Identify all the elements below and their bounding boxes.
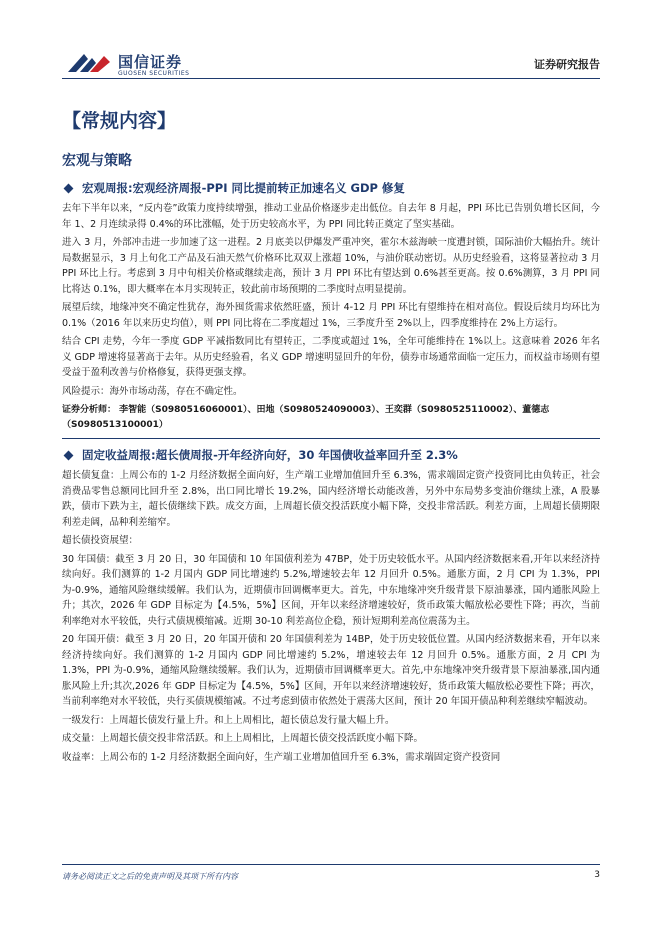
disclaimer-text: 请务必阅读正文之后的免责声明及其项下所有内容 (62, 872, 238, 881)
section-title: 【常规内容】 (62, 110, 177, 132)
paragraph: 20 年国开债：截至 3 月 20 日，20 年国开债和 20 年国债利差为 14BP，处于历史较低位置。从国内经济数据来看，开年以来经济持续向好。我们测算的 1-2 月国内 GDP 同比增速约 5.2%，增速较去年 12 月回升 0.5%。通胀方面，2 月 CPI 为 1.3%，PPI 为-0.9%，通缩风险继续缓解。我们认为，近期债市回调概率更大。首先,中东地缘冲突升级背景下原油暴涨,国内通胀风险上升;其次,2026 年 GDP 目标定为【4.5%，5%】区间，开年以来经济增速较好，货币政策大幅放松必要性下降；再次，当前利率绝对水平较低，央行买债规模缩减。不过考虑到债市依然处于震荡大区间，预计 20 年国开债品种利差继续窄幅波动。 (62, 634, 600, 707)
paragraph: 30 年国债：截至 3 月 20 日，30 年国债和 10 年国债利差为 47BP，处于历史较低水平。从国内经济数据来看,开年以来经济持续向好。我们测算的 1-2 月国内 GDP 同比增速约 5.2%,增速较去年 12 月回升 0.5%。通胀方面，2 月 CPI 为 1.3%，PPI 为-0.9%，通缩风险继续缓解。我们认为，近期债市回调概率更大。首先，中东地缘冲突升级背景下原油暴涨，国内通胀风险上升；其次，2026 年 GDP 目标定为【4.5%，5%】区间，开年以来经济增速较好，货币政策大幅放松必要性下降；再次，当前利率绝对水平较低，央行式债规模缩减。近期 30-10 利差高位企稳，预计短期利差高位震荡为主。 (62, 553, 600, 627)
paragraph: 收益率：上周公布的 1-2 月经济数据全面向好，生产端工业增加值回升至 6.3%，需求端固定资产投资同 (62, 751, 501, 763)
logo-name: 国信证券 (118, 53, 183, 71)
paragraph: 成交量：上周超长债交投非常活跃。和上上周相比，上周超长债交投活跃度小幅下降。 (62, 733, 424, 744)
page-number: 3 (594, 870, 600, 880)
logo-english-name: GUOSEN SECURITIES (118, 70, 190, 77)
paragraph: 展望后续，地缘冲突不确定性犹存，海外囤货需求依然旺盛，预计 4-12 月 PPI 环比有望维持在相对高位。假设后续月均环比为 0.1%（2016 年以来历史均值），则 PPI 同比将在二季度超过 1%，三季度升至 2%以上，四季度维持在 2%上方运行。 (62, 302, 600, 329)
topic-heading-fixed-income (62, 445, 600, 465)
topic-title: 宏观周报:宏观经济周报-PPI 同比提前转正加速名义 GDP 修复 (82, 181, 405, 195)
guosen-logo-icon (66, 50, 112, 76)
page-footer (62, 864, 600, 881)
paragraph: 去年下半年以来，“反内卷”政策力度持续增强，推动工业品价格逐步走出低位。自去年 8 月起，PPI 环比已告别负增长区间，今年 1、2 月连续录得 0.4%的环比涨幅，处于历史较高水平，为 PPI 同比转正奠定了坚实基础。 (62, 203, 600, 230)
paragraph: 超长债投资展望： (62, 535, 139, 546)
topic-heading-macro (62, 178, 600, 198)
paragraph: 结合 CPI 走势，今年一季度 GDP 平减指数同比有望转正，二季度或超过 1%，全年可能维持在 1%以上。这意味着 2026 年名义 GDP 增速将显著高于去年。从历史经验看，名义 GDP 增速明显回升的年份，债券市场通常面临一定压力，而权益市场则有望受益于盈利改善与价格修复，获得更强支撑。 (62, 336, 600, 378)
subsection-title: 宏观与策略 (62, 153, 132, 169)
paragraph: 一级发行：上周超长债发行量上升。和上上周相比，超长债总发行量大幅上升。 (62, 714, 395, 726)
diamond-bullet-icon (64, 183, 74, 193)
page-header (0, 0, 662, 92)
footer-divider (62, 864, 600, 865)
risk-warning: 风险提示：海外市场动荡，存在不确定性。 (62, 385, 243, 397)
diamond-bullet-icon (64, 450, 74, 460)
paragraph: 超长债复盘：上周公布的 1-2 月经济数据全面向好，生产端工业增加值回升至 6.3%，需求端固定资产投资同比由负转正，社会消费品零售总额同比回升至 2.8%，出口同比增长 19.2%，国内经济增长动能改善，另外中东局势多变油价继续上涨，A 股暴跌，债市下跌为主，超长债继续下跌。成交方面，上周超长债交投活跃度小幅下降，交投非常活跃。利差方面，上周超长债期限利差走阔，品种利差缩窄。 (62, 470, 600, 528)
paragraph: 进入 3 月，外部冲击进一步加速了这一进程。2 月底美以伊爆发严重冲突，霍尔木兹海峡一度遭封锁，国际油价大幅抬升。统计局数据显示，3 月上旬化工产品及石油天然气价格环比双双上涨超 10%，与油价联动密切。从历史经验看，这将显著拉动 3 月 PPI 环比上行。考虑到 3 月中旬相关价格或继续走高，预计 3 月 PPI 环比有望达到 0.6%甚至更高。按 0.6%测算，3 月 PPI 同比将达 0.1%，即大概率在本月实现转正，较此前市场预期的二季度时点明显提前。 (62, 237, 600, 295)
report-body (62, 100, 600, 765)
header-divider (62, 78, 600, 79)
section-divider (62, 438, 600, 439)
analyst-list: 证券分析师： 李智能（S0980516060001）、田地（S0980524090003）、王奕群（S0980525110002）、董德志（S0980513100001） (62, 405, 550, 430)
topic-title: 固定收益周报:超长债周报-开年经济向好，30 年国债收益率回升至 2.3% (82, 448, 458, 462)
report-type-label: 证券研究报告 (534, 58, 600, 71)
